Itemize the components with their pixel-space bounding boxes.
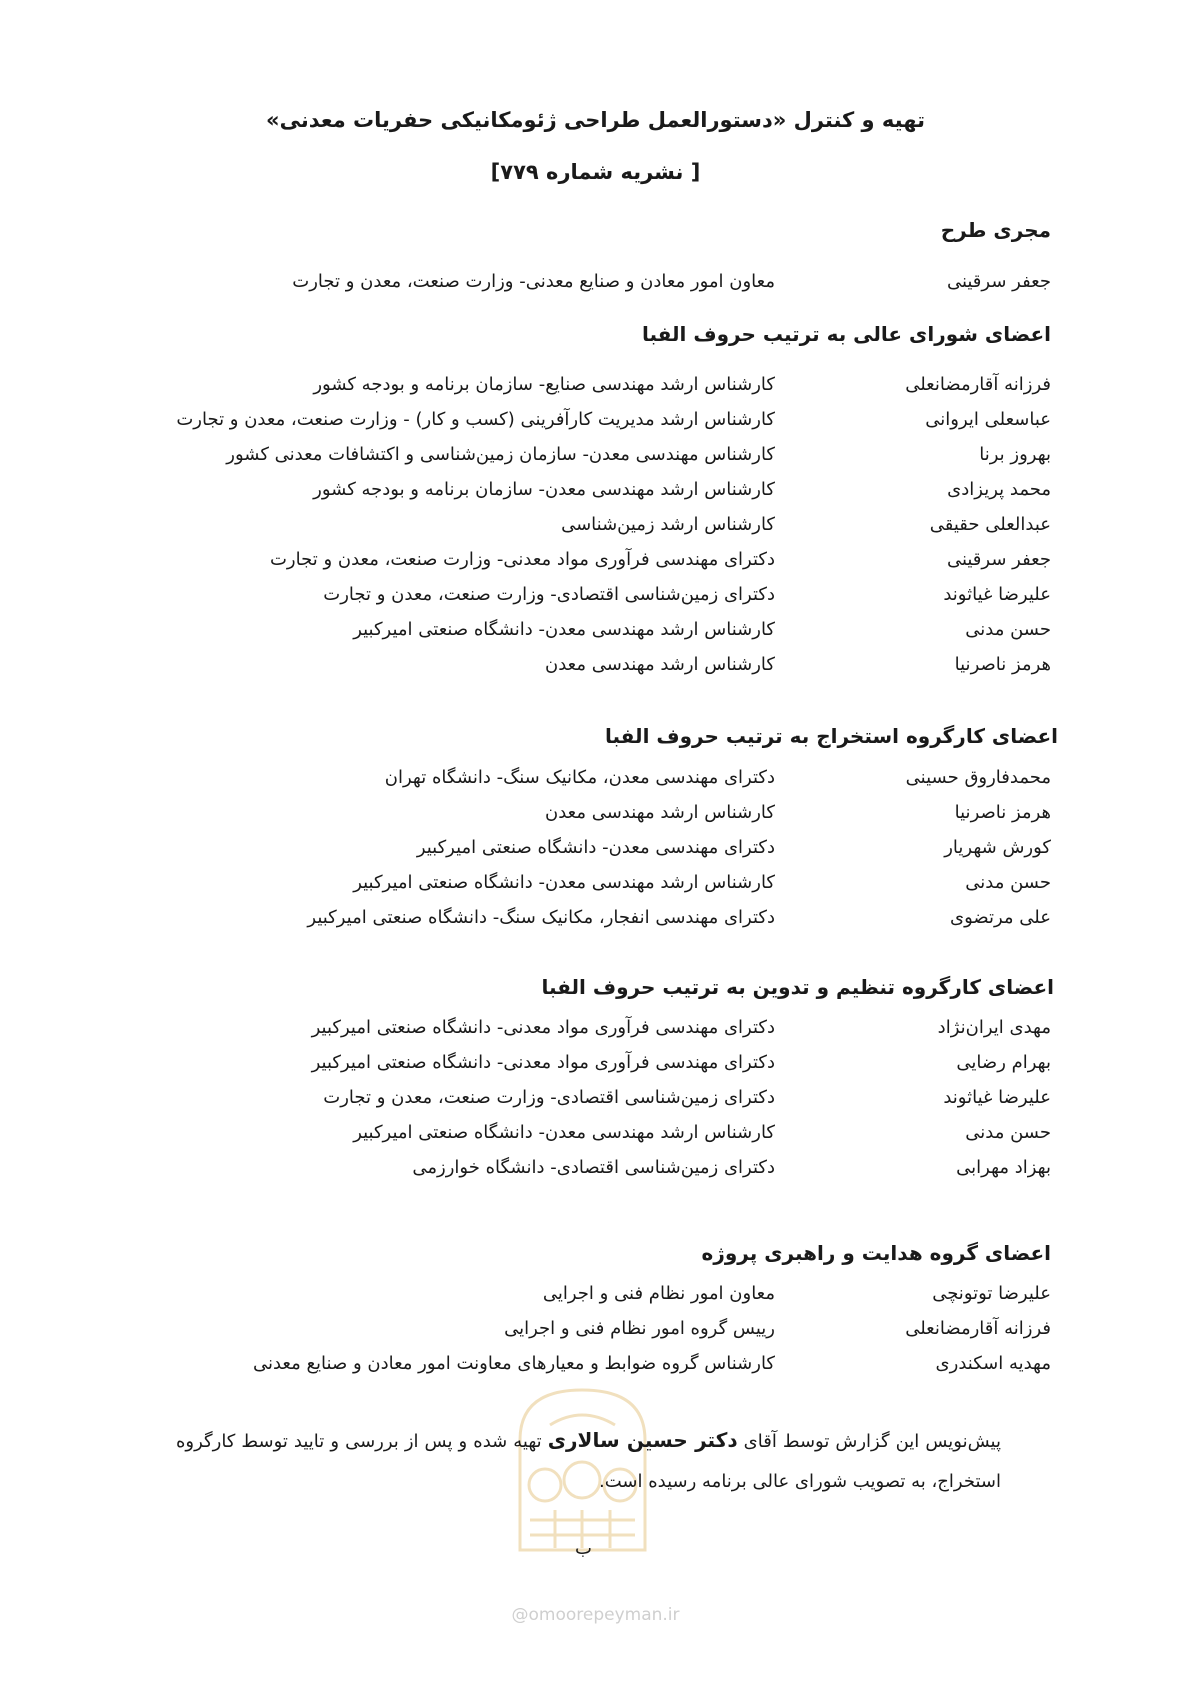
member-role: کارشناس ارشد مهندسی معدن	[544, 802, 775, 823]
member-role: کارشناس مهندسی معدن- سازمان زمین‌شناسی و اکتشافات معدنی کشور	[226, 444, 775, 465]
member-row	[131, 479, 1051, 509]
section-heading-high-council: اعضای شورای عالی به ترتیب حروف الفبا	[641, 322, 1051, 346]
member-name: علی مرتضوی	[949, 907, 1051, 928]
member-name: هرمز ناصرنیا	[954, 802, 1051, 823]
member-role: کارشناس ارشد زمین‌شناسی	[561, 514, 775, 535]
member-row	[131, 837, 1051, 867]
watermark-text: @omoorepeyman.ir	[511, 1605, 680, 1625]
member-name: جعفر سرقینی	[946, 549, 1051, 570]
member-name: حسن مدنی	[965, 872, 1051, 893]
member-role: دکترای زمین‌شناسی اقتصادی- وزارت صنعت، معدن و تجارت	[323, 584, 775, 605]
member-name: کورش شهریار	[944, 837, 1051, 858]
member-row	[131, 872, 1051, 902]
member-row	[131, 549, 1051, 579]
member-name: علیرضا غیاثوند	[943, 1087, 1051, 1108]
member-row	[131, 1052, 1051, 1082]
member-role: کارشناس گروه ضوابط و معیارهای معاونت امور معادن و صنایع معدنی	[252, 1353, 775, 1374]
member-role: معاون امور معادن و صنایع معدنی- وزارت صنعت، معدن و تجارت	[292, 271, 775, 292]
closing-paragraph	[176, 1420, 1001, 1502]
member-role: کارشناس ارشد مهندسی معدن- دانشگاه صنعتی امیرکبیر	[353, 872, 775, 893]
member-row	[131, 1157, 1051, 1187]
member-name: مهدی ایران‌نژاد	[937, 1017, 1051, 1038]
member-role: دکترای مهندسی انفجار، مکانیک سنگ- دانشگاه صنعتی امیرکبیر	[307, 907, 775, 928]
member-name: علیرضا توتونچی	[932, 1283, 1051, 1304]
member-row	[131, 619, 1051, 649]
author-name: دکتر حسین سالاری	[547, 1428, 738, 1452]
member-row	[131, 802, 1051, 832]
member-row	[131, 1283, 1051, 1313]
publication-number: [ نشریه شماره ۷۷۹]	[490, 160, 701, 184]
member-name: بهزاد مهرابی	[956, 1157, 1051, 1178]
section-heading-extraction: اعضای کارگروه استخراج به ترتیب حروف الفبا	[604, 724, 1058, 748]
member-row	[131, 1122, 1051, 1152]
member-role: کارشناس ارشد مهندسی صنایع- سازمان برنامه و بودجه کشور	[313, 374, 775, 395]
member-row	[131, 444, 1051, 474]
member-name: جعفر سرقینی	[946, 271, 1051, 292]
member-row	[131, 1017, 1051, 1047]
member-role: معاون امور نظام فنی و اجرایی	[542, 1283, 775, 1304]
member-row	[131, 409, 1051, 439]
member-row	[131, 514, 1051, 544]
member-name: حسن مدنی	[965, 1122, 1051, 1143]
member-role: کارشناس ارشد مدیریت کارآفرینی (کسب و کار) - وزارت صنعت، معدن و تجارت	[176, 409, 775, 430]
member-name: فرزانه آقارمضانعلی	[905, 1318, 1051, 1339]
member-row	[131, 907, 1051, 937]
member-name: محمدفاروق حسینی	[905, 767, 1051, 788]
section-heading-steering: اعضای گروه هدایت و راهبری پروژه	[701, 1241, 1051, 1265]
member-name: محمد پریزادی	[947, 479, 1051, 500]
member-name: هرمز ناصرنیا	[954, 654, 1051, 675]
member-row	[131, 584, 1051, 614]
member-role: دکترای مهندسی فرآوری مواد معدنی- دانشگاه صنعتی امیرکبیر	[311, 1017, 775, 1038]
member-role: دکترای مهندسی فرآوری مواد معدنی- وزارت صنعت، معدن و تجارت	[269, 549, 775, 570]
member-name: عباسعلی ایروانی	[925, 409, 1051, 430]
member-role: دکترای زمین‌شناسی اقتصادی- دانشگاه خوارزمی	[412, 1157, 775, 1178]
member-name: مهدیه اسکندری	[935, 1353, 1051, 1374]
member-role: کارشناس ارشد مهندسی معدن- دانشگاه صنعتی امیرکبیر	[353, 1122, 775, 1143]
member-row	[131, 271, 1051, 301]
member-row	[131, 767, 1051, 797]
member-name: عبدالعلی حقیقی	[929, 514, 1051, 535]
member-name: علیرضا غیاثوند	[943, 584, 1051, 605]
paragraph-text-start: پیش‌نویس این گزارش توسط آقای	[743, 1431, 1001, 1452]
member-name: حسن مدنی	[965, 619, 1051, 640]
paragraph-text-end: تهیه شده و پس از بررسی و تایید توسط کارگروه استخراج، به تصویب شورای عالی برنامه رسیده است.	[176, 1431, 1001, 1492]
member-role: رییس گروه امور نظام فنی و اجرایی	[504, 1318, 775, 1339]
member-role: کارشناس ارشد مهندسی معدن	[544, 654, 775, 675]
member-role: کارشناس ارشد مهندسی معدن- سازمان برنامه و بودجه کشور	[313, 479, 775, 500]
member-name: فرزانه آقارمضانعلی	[905, 374, 1051, 395]
section-heading-compilation: اعضای کارگروه تنظیم و تدوین به ترتیب حروف الفبا	[541, 975, 1054, 999]
document-title: تهیه و کنترل «دستورالعمل طراحی ژئومکانیکی حفریات معدنی»	[266, 108, 925, 132]
member-row	[131, 1318, 1051, 1348]
member-role: کارشناس ارشد مهندسی معدن- دانشگاه صنعتی امیرکبیر	[353, 619, 775, 640]
member-role: دکترای مهندسی معدن- دانشگاه صنعتی امیرکبیر	[416, 837, 775, 858]
section-heading-executor: مجری طرح	[940, 218, 1051, 242]
page-number: ب	[575, 1538, 592, 1559]
member-role: دکترای مهندسی معدن، مکانیک سنگ- دانشگاه تهران	[384, 767, 775, 788]
member-row	[131, 374, 1051, 404]
member-role: دکترای مهندسی فرآوری مواد معدنی- دانشگاه صنعتی امیرکبیر	[311, 1052, 775, 1073]
member-row	[131, 1353, 1051, 1383]
member-row	[131, 654, 1051, 684]
member-row	[131, 1087, 1051, 1117]
member-role: دکترای زمین‌شناسی اقتصادی- وزارت صنعت، معدن و تجارت	[323, 1087, 775, 1108]
member-name: بهرام رضایی	[956, 1052, 1051, 1073]
member-name: بهروز برنا	[979, 444, 1051, 465]
